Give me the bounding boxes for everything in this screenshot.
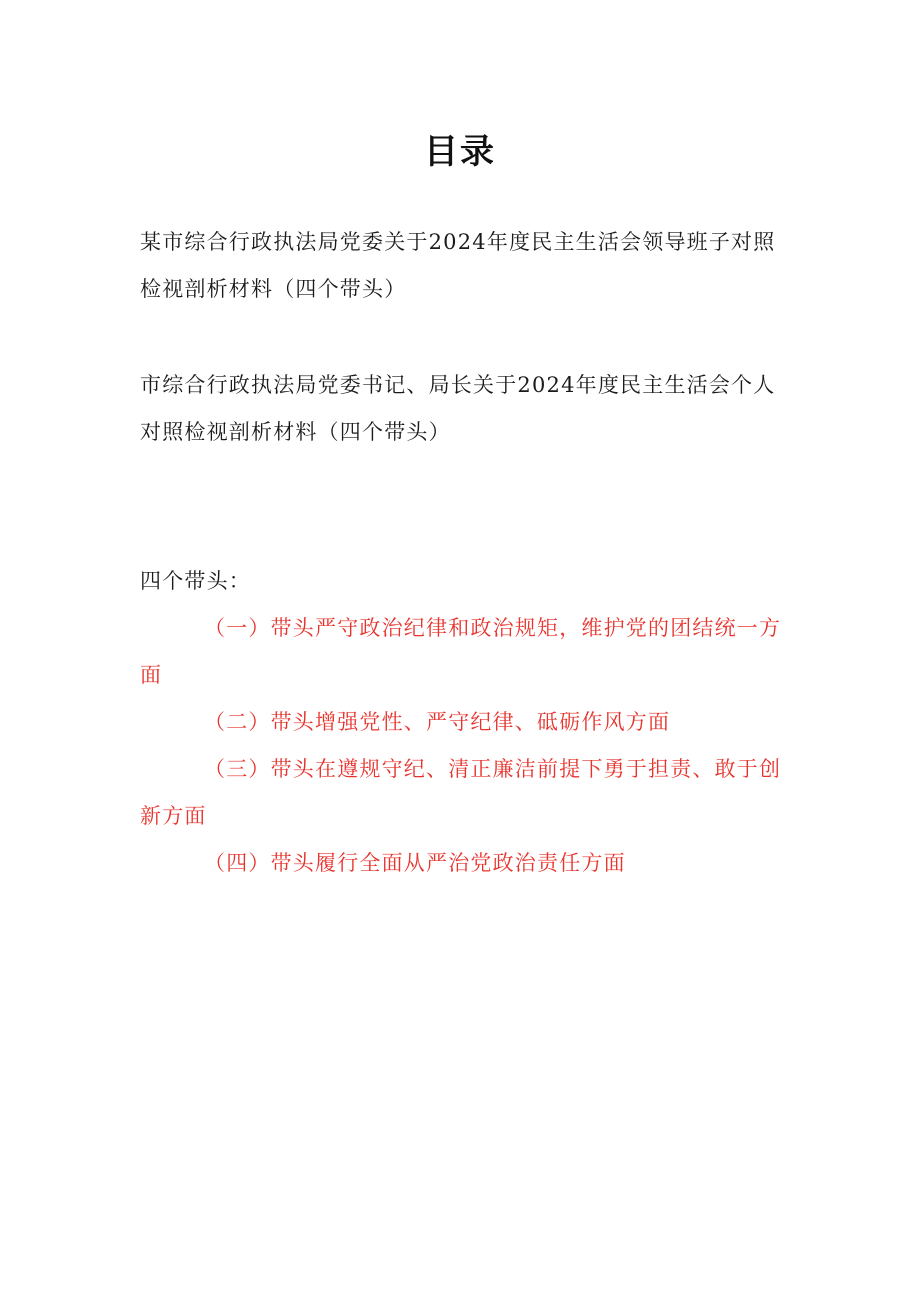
toc-entry-collective[interactable]: 某市综合行政执法局党委关于2024年度民主生活会领导班子对照检视剖析材料（四个带头） bbox=[140, 230, 776, 301]
list-item-3: （三）带头在遵规守纪、清正廉洁前提下勇于担责、敢于创新方面 bbox=[140, 757, 782, 828]
toc-title: 目录 bbox=[424, 132, 496, 172]
list-item-4: （四）带头履行全面从严治党政治责任方面 bbox=[204, 851, 626, 875]
toc-entry-personal[interactable]: 市综合行政执法局党委书记、局长关于2024年度民主生活会个人对照检视剖析材料（四个带头） bbox=[140, 373, 776, 444]
section-heading: 四个带头： bbox=[140, 569, 251, 593]
four-leads-list bbox=[140, 605, 784, 887]
list-item-1: （一）带头严守政治纪律和政治规矩，维护党的团结统一方面 bbox=[140, 616, 782, 687]
list-item-2: （二）带头增强党性、严守纪律、砥砺作风方面 bbox=[204, 710, 671, 734]
